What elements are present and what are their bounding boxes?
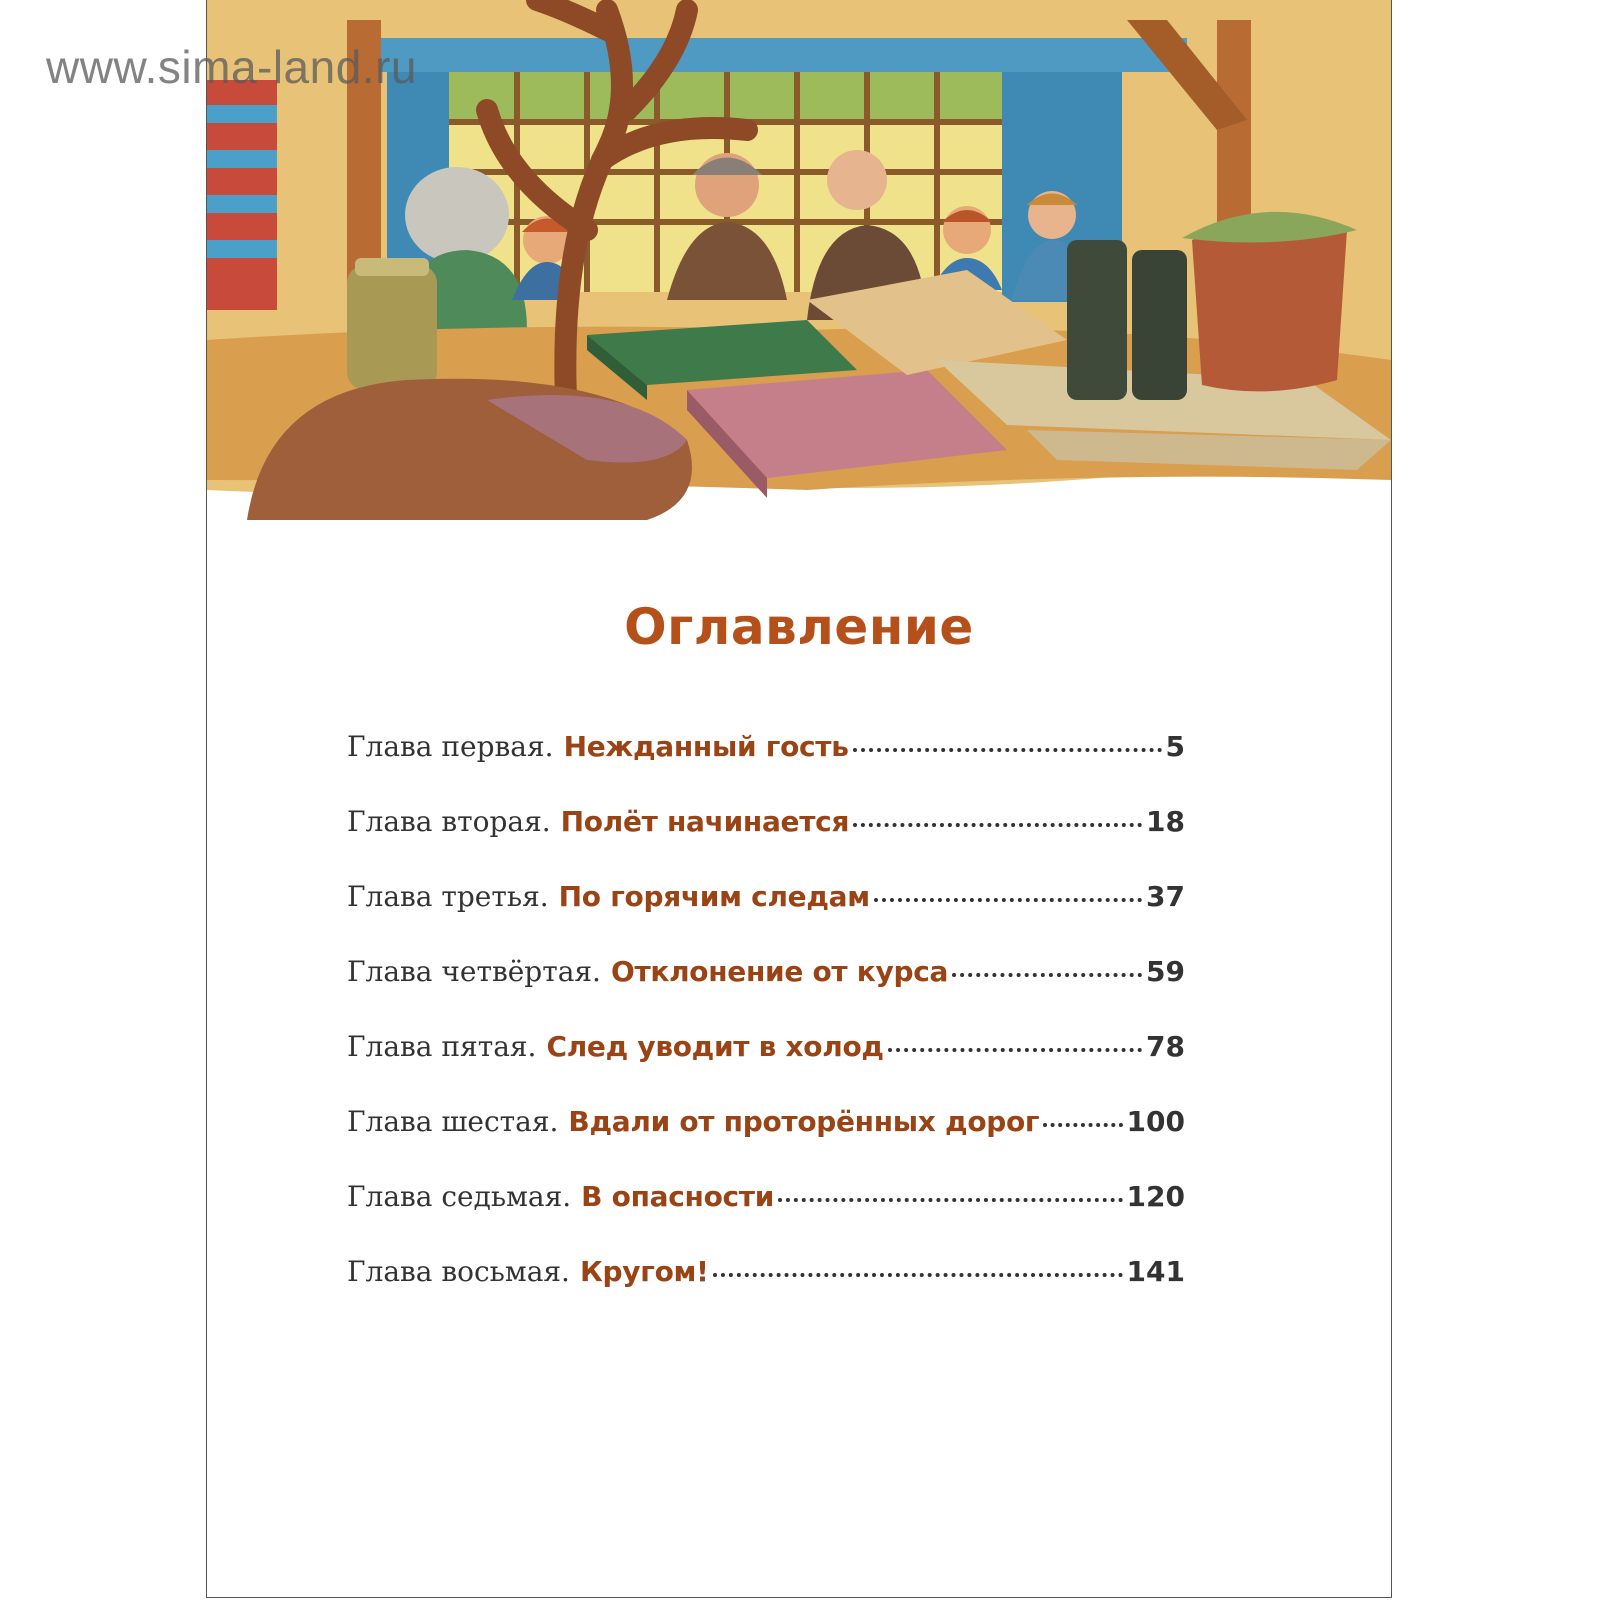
chapter-label: Глава четвёртая.: [347, 955, 601, 988]
toc-entry: [347, 1255, 1185, 1330]
toc-entry: [347, 1030, 1185, 1105]
chapter-title: Вдали от проторённых дорог: [568, 1105, 1040, 1138]
page-number: 5: [1165, 730, 1185, 763]
page-number: 18: [1146, 805, 1185, 838]
page-title: Оглавление: [624, 598, 974, 656]
table-of-contents: [347, 730, 1185, 1330]
dot-leader: [853, 748, 1162, 752]
chapter-label: Глава седьмая.: [347, 1180, 572, 1213]
chapter-title: След уводит в холод: [546, 1030, 884, 1063]
dot-leader: [1043, 1123, 1122, 1127]
chapter-title: Нежданный гость: [563, 730, 849, 763]
chapter-title: Отклонение от курса: [610, 955, 949, 988]
toc-entry: [347, 955, 1185, 1030]
book-page: [206, 0, 1392, 1598]
chapter-title: Полёт начинается: [560, 805, 850, 838]
dot-leader: [853, 823, 1142, 827]
page-number: 59: [1146, 955, 1185, 988]
chapter-label: Глава шестая.: [347, 1105, 559, 1138]
chapter-title: Кругом!: [579, 1255, 709, 1288]
dot-leader: [778, 1198, 1122, 1202]
page-number: 141: [1126, 1255, 1185, 1288]
page-number: 78: [1146, 1030, 1185, 1063]
chapter-label: Глава третья.: [347, 880, 549, 913]
chapter-label: Глава пятая.: [347, 1030, 537, 1063]
chapter-label: Глава вторая.: [347, 805, 551, 838]
toc-entry: [347, 730, 1185, 805]
dot-leader: [888, 1048, 1142, 1052]
dot-leader: [713, 1273, 1123, 1277]
page-number: 37: [1146, 880, 1185, 913]
toc-entry: [347, 1180, 1185, 1255]
page-number: 120: [1126, 1180, 1185, 1213]
chapter-title: В опасности: [581, 1180, 775, 1213]
dot-leader: [874, 898, 1142, 902]
watermark: www.sima-land.ru: [46, 41, 417, 93]
toc-entry: [347, 1105, 1185, 1180]
chapter-label: Глава первая.: [347, 730, 554, 763]
toc-entry: [347, 805, 1185, 880]
page-number: 100: [1126, 1105, 1185, 1138]
dot-leader: [952, 973, 1142, 977]
chapter-label: Глава восьмая.: [347, 1255, 570, 1288]
toc-entry: [347, 880, 1185, 955]
chapter-title: По горячим следам: [558, 880, 870, 913]
